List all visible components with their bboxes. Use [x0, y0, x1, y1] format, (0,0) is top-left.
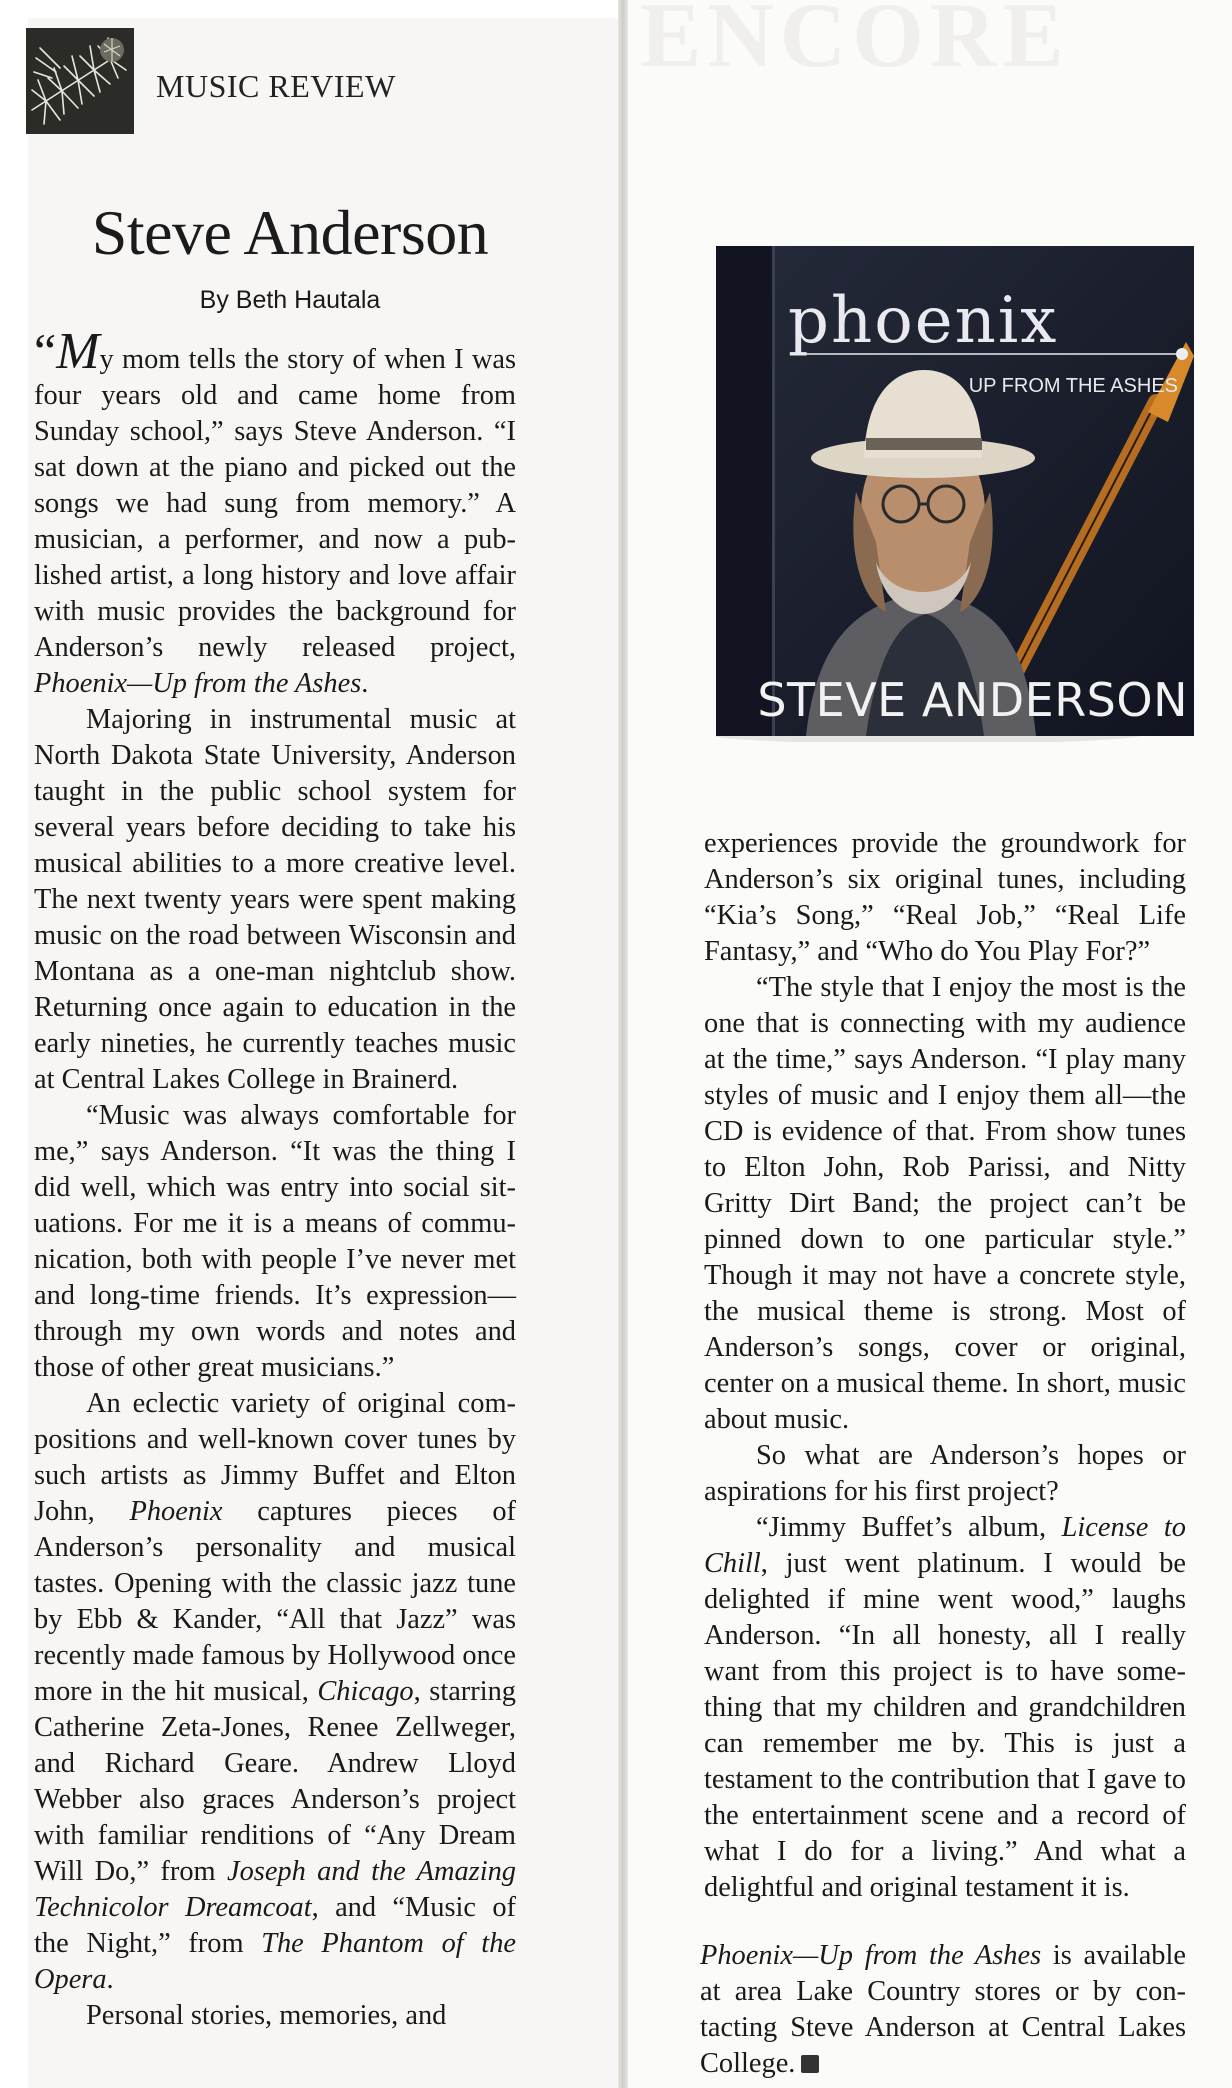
album-title-italic: Phoenix—Up from the Ashes — [34, 668, 362, 699]
album-title: phoenix — [788, 284, 1059, 358]
article-paragraph: So what are Anderson’s hopes or aspirations for his first project? — [704, 1440, 1186, 1507]
open-quote: “ — [34, 323, 57, 379]
drop-letter: M — [56, 323, 100, 380]
bleed-through-header: ENCORE — [640, 0, 1070, 70]
section-label: MUSIC REVIEW — [156, 68, 396, 104]
article-paragraph: An eclectic variety of original compositions and well-known cover tunes by such artists as Jimmy Buffet and Elton John, Phoenix captures pieces of Anderson’s personality and musical tastes. Opening with the classic jazz tune by Ebb & Kander, “All that Jazz” was recently made famous by Hollywood once more in the hit musical, Chicago, starring Catherine Zeta-Jones, Renee Zellweger, and Richard Geare. Andrew Lloyd Webber also graces Anderson’s project with familiar renditions of “Any Dream Will Do,” from Joseph and the Amazing Technicolor Dreamcoat, and “Music of the Night,” from The Phantom of the Opera. — [34, 1388, 516, 1995]
article-byline: By Beth Hautala — [199, 286, 381, 314]
article-paragraph: “Music was always comfortable for me,” says Anderson. “It was the thing I did well, which was entry into social situations. For me it is a means of communication, both with people I’ve never met and long-time friends. It’s expression—through my own words and notes and those of other great musicians.” — [34, 1100, 516, 1383]
article-closing-note — [700, 1938, 1186, 2082]
article-paragraph: Phoenix—Up from the Ashes is available at area Lake Country stores or by contacting Steve Anderson at Central Lakes College. — [700, 1940, 1186, 2079]
article-paragraph: experiences provide the groundwork for Anderson’s six original tunes, including “Kia’s Song,” “Real Job,” “Real Life Fantasy,” and “Who do You Play For?” — [704, 828, 1186, 967]
article-paragraph: “My mom tells the story of when I was four years old and came home from Sunday school,” says Steve Anderson. “I sat down at the piano and picked out the songs we had sung from memory.” A musician, a performer, and now a published artist, a long history and love affair with music provides the background for Anderson’s newly released project, Phoenix—Up from the Ashes. — [34, 323, 516, 699]
page-gutter — [618, 0, 628, 2088]
article-paragraph: “The style that I enjoy the most is the one that is connecting with my audience at the time,” says Anderson. “I play many styles of music and I enjoy them all—the CD is evidence of that. From show tunes to Elton John, Rob Parissi, and Nitty Gritty Dirt Band; the project can’t be pinned down to one particular style.” Though it may not have a concrete style, the musical theme is strong. Most of Anderson’s songs, cover or original, center on a musical theme. In short, music about music. — [704, 972, 1186, 1435]
album-cover — [716, 242, 1194, 742]
article-column-right — [704, 826, 1186, 1906]
article-paragraph: Majoring in instrumental music at North Dakota State University, Anderson taught in the public school system for several years before deciding to take his musical abilities to a more creative level. The next twenty years were spent making music on the road between Wisconsin and Montana as a one-man nightclub show. Returning once again to education in the early nineties, he currently teaches music at Central Lakes College in Brainerd. — [34, 704, 516, 1095]
article-paragraph: Personal stories, memories, and — [86, 2000, 447, 2031]
article-column-left — [34, 323, 516, 2034]
album-artist: STEVE ANDERSON — [757, 673, 1188, 727]
article-paragraph: “Jimmy Buffet’s album, License to Chill, just went platinum. I would be delighted if mine went wood,” laughs Anderson. “In all honesty, all I really want from this project is to have something that my children and grandchildren can remember me by. This is just a testament to the contribution that I gave to the entertainment scene and a record of what I do for a living.” And what a delightful and original testament it is. — [704, 1512, 1186, 1903]
pine-branch-logo-icon — [26, 28, 134, 134]
album-subtitle: UP FROM THE ASHES — [968, 375, 1178, 397]
end-mark-icon — [801, 2055, 819, 2073]
article-title: Steve Anderson — [91, 197, 489, 268]
